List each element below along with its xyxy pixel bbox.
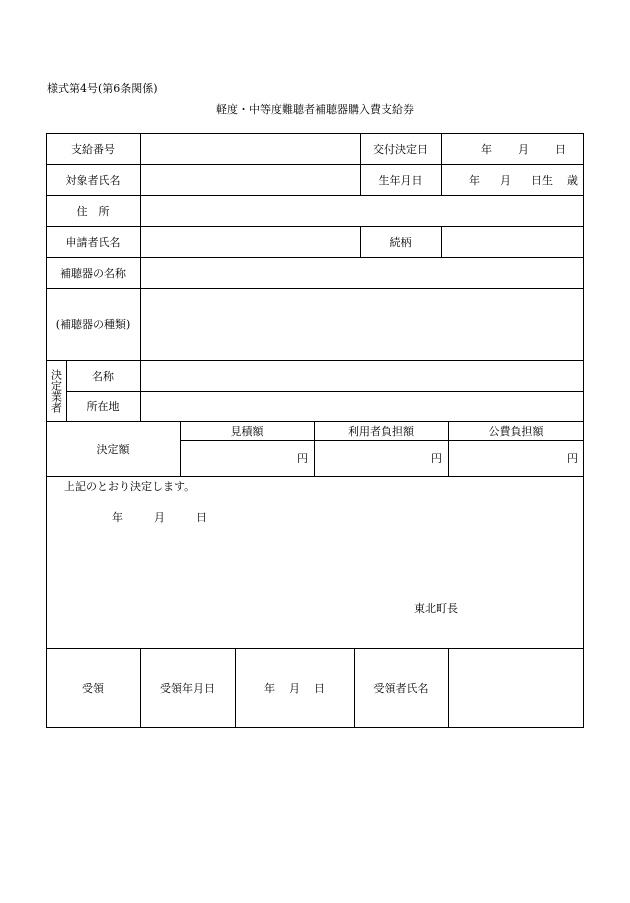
relationship-field[interactable] [441, 226, 584, 257]
user-burden-label: 利用者負担額 [348, 424, 414, 438]
address-field[interactable] [140, 195, 584, 226]
vendor-address-field[interactable] [140, 391, 584, 421]
birth-year-unit: 年 [469, 173, 480, 187]
yen-unit: 円 [297, 452, 308, 465]
hearing-aid-type-label: (補聴器の種類) [55, 318, 131, 331]
receipt-year-unit: 年 [264, 682, 275, 695]
birth-date-field[interactable] [441, 164, 584, 195]
day-unit: 日 [555, 142, 566, 156]
vendor-group-label: 決定業者 [49, 368, 63, 413]
public-burden-label: 公費負担額 [488, 424, 544, 438]
decision-date[interactable] [112, 509, 207, 525]
decision-day-unit: 日 [196, 511, 207, 524]
hearing-aid-name-field[interactable] [140, 257, 584, 288]
receipt-label: 受領 [82, 682, 104, 695]
birth-date-label: 生年月日 [378, 173, 423, 187]
estimate-label: 見積額 [230, 424, 264, 438]
yen-unit: 円 [431, 452, 442, 465]
yen-unit: 円 [567, 452, 578, 465]
user-burden-amount-field[interactable] [314, 440, 448, 476]
decision-amount-label: 決定額 [96, 442, 130, 456]
birth-day-unit: 日生 [531, 173, 553, 187]
receipt-day-unit: 日 [314, 682, 325, 695]
document-title: 軽度・中等度難聴者補聴器購入費支給券 [216, 103, 414, 116]
estimate-amount-field[interactable] [180, 440, 314, 476]
receipt-date-label: 受領年月日 [160, 682, 215, 695]
receiver-name-field[interactable] [448, 648, 584, 728]
form-number: 様式第4号(第6条関係) [47, 82, 158, 95]
address-label: 住 所 [76, 204, 110, 218]
decision-statement: 上記のとおり決定します。 [64, 480, 196, 493]
decision-month-unit: 月 [154, 511, 165, 524]
support-number-field[interactable] [140, 133, 360, 164]
vendor-name-label: 名称 [92, 369, 114, 383]
public-burden-amount-field[interactable] [448, 440, 584, 476]
subject-name-field[interactable] [140, 164, 360, 195]
receiver-name-label: 受領者氏名 [373, 682, 429, 695]
support-number-label: 支給番号 [71, 142, 115, 156]
issue-decision-date-label: 交付決定日 [373, 142, 428, 156]
age-unit: 歳 [567, 173, 578, 187]
hearing-aid-name-label: 補聴器の名称 [60, 266, 126, 280]
vendor-address-label: 所在地 [86, 400, 120, 413]
hearing-aid-type-field[interactable] [140, 288, 584, 360]
month-unit: 月 [518, 142, 529, 156]
vendor-name-field[interactable] [140, 360, 584, 391]
decision-year-unit: 年 [112, 511, 123, 524]
receipt-month-unit: 月 [289, 682, 300, 695]
receipt-date-field[interactable] [235, 648, 354, 728]
signatory: 東北町長 [414, 602, 458, 615]
relationship-label: 続柄 [389, 235, 412, 249]
applicant-name-field[interactable] [140, 226, 360, 257]
applicant-name-label: 申請者氏名 [65, 235, 121, 249]
issue-decision-date-field[interactable] [441, 133, 584, 164]
year-unit: 年 [481, 142, 492, 156]
birth-month-unit: 月 [500, 173, 511, 187]
subject-name-label: 対象者氏名 [65, 173, 121, 187]
voucher-form-table [46, 133, 584, 728]
